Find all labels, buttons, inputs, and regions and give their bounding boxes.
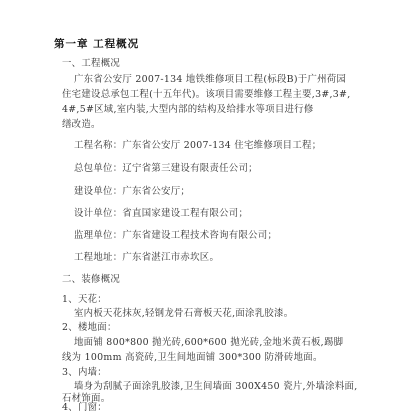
subsection-heading: 2、楼地面：	[62, 322, 117, 333]
subsection-heading: 1、天花：	[62, 294, 107, 305]
project-info-line: 工程名称：广东省公安厅 2007-134 住宅维修项目工程；	[74, 140, 322, 151]
paragraph-line: 4#,5#区域,室内装,大型内部的结构及给排水等项目进行修	[62, 104, 314, 115]
paragraph-line: 墙身为刮腻子面涂乳胶漆,卫生间墙面 300X450 瓷片,外墙涂料面,	[74, 381, 358, 392]
paragraph-line: 室内板天花抹灰,轻钢龙骨石膏板天花,面涂乳胶漆。	[74, 308, 294, 319]
paragraph-line: 地面铺 800*800 抛光砖,600*600 抛光砖,金地米黄石板,踢脚	[74, 337, 344, 348]
chapter-title: 第一章 工程概况	[54, 38, 140, 50]
section-heading: 一、工程概况	[62, 58, 121, 69]
project-info-line: 设计单位：省直国家建设工程有限公司；	[74, 208, 249, 219]
paragraph-line: 缮改造。	[62, 119, 101, 130]
section-heading: 二、装修概况	[62, 274, 121, 285]
subsection-heading: 4、门窗：	[62, 402, 107, 413]
subsection-heading: 3、内墙：	[62, 367, 107, 378]
paragraph-line: 住宅建设总承包工程(十五年代)。该项目需要维修工程主要,3#,3#,	[62, 89, 351, 100]
project-info-line: 总包单位：辽宁省第三建设有限责任公司；	[74, 163, 258, 174]
project-info-line: 建设单位：广东省公安厅；	[74, 186, 191, 197]
project-info-line: 工程地址：广东省湛江市赤坎区。	[74, 252, 220, 263]
paragraph-line: 石材饰面。	[62, 393, 111, 404]
paragraph-line: 线为 100mm 高瓷砖,卫生间地面铺 300*300 防滑砖地面。	[62, 352, 323, 363]
paragraph-line: 广东省公安厅 2007-134 地铁维修项目工程(标段B)于广州荷园	[74, 74, 347, 85]
project-info-line: 监理单位：广东省建设工程技术咨询有限公司；	[74, 230, 278, 241]
